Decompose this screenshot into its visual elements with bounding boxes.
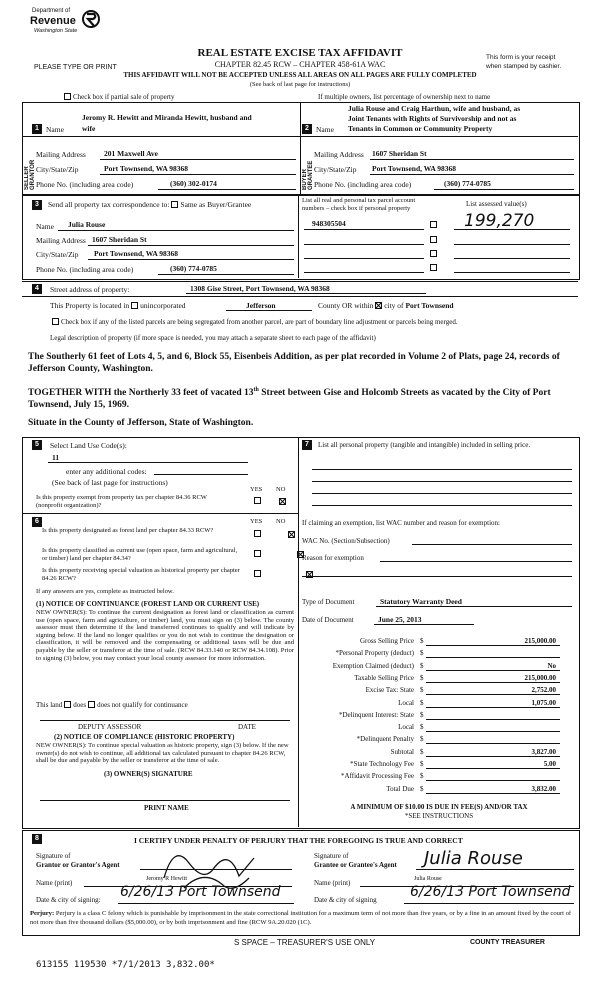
city-checkbox[interactable] (375, 302, 382, 309)
buyer-mail[interactable]: 1607 Sheridan St (372, 149, 427, 158)
unincorporated-checkbox[interactable] (131, 302, 138, 309)
deputy-assessor: DEPUTY ASSESSOR (78, 723, 142, 731)
certify-statement: I CERTIFY UNDER PENALTY OF PERJURY THAT THE FOREGOING IS TRUE AND CORRECT (134, 836, 463, 845)
grantee-print-name[interactable]: Julia Rouse (414, 876, 442, 882)
section-2-number: 2 (302, 124, 312, 134)
fee-row-value[interactable]: 1,075.00 (531, 698, 556, 707)
seller-mail[interactable]: 201 Maxwell Ave (104, 149, 159, 158)
deputy-date: DATE (238, 723, 256, 731)
fee-row-label: Local (398, 723, 414, 732)
s3-name[interactable]: Julia Rouse (68, 220, 106, 229)
print-name-label: PRINT NAME (144, 804, 189, 812)
exemption-label: If claiming an exemption, list WAC number and reason for exemption: (302, 519, 500, 527)
fee-row-currency: $ (420, 661, 424, 670)
fee-row-line (426, 793, 560, 794)
fee-row-label: *Personal Property (deduct) (335, 649, 414, 658)
parcel-number[interactable]: 948305504 (312, 219, 346, 228)
section-8-number: 8 (32, 834, 42, 844)
form-see-back: (See back of last page for instructions) (249, 81, 351, 88)
section-3-number: 3 (32, 200, 42, 210)
fee-row-currency: $ (420, 760, 424, 768)
fee-row-currency: $ (420, 649, 424, 658)
seller-phone[interactable]: (360) 302-0174 (170, 179, 217, 188)
fee-row-line (426, 756, 560, 757)
fee-row-line (426, 682, 560, 683)
fee-row-label: *Delinquent Penalty (356, 735, 414, 744)
notice1-title: (1) NOTICE OF CONTINUANCE (FOREST LAND OR CURRENT USE) (36, 600, 260, 608)
see-instructions: *SEE INSTRUCTIONS (404, 812, 474, 820)
exempt-no-checkbox[interactable] (279, 498, 286, 505)
section-1-number: 1 (32, 124, 42, 134)
buyer-city-label: City/State/Zip (314, 165, 357, 174)
grantee-sig-label-2: Grantee or Grantee's Agent (314, 861, 397, 869)
dor-logo (22, 6, 102, 40)
minimum-note: A MINIMUM OF $10.00 IS DUE IN FEE(S) AND/OR TAX (350, 803, 528, 811)
legal-label: Legal description of property (if more space is needed, you may attach a separate sheet to each page of the affidavit) (50, 334, 376, 342)
receipt-note-2: when stamped by cashier. (486, 63, 562, 70)
fee-row-label: Total Due (386, 784, 414, 793)
grantor-date-handwritten[interactable]: 6/26/13 Port Townsend (120, 884, 281, 900)
notice1-body: NEW OWNER(S): To continue the current designation as forest land or classification as current use (open space, farm and agriculture, or timber) land, you must sign on (3) below. The county assessor must then determine if the land transferred continues to qualify and will indicate by signing below. If the land no longer qualifies or you do not wish to continue the designation or classification, it will be removed and the compensating or additional taxes will be due and payable by the seller or transferor at the time of sale. (RCW 84.33.140 or RCW 84.34.108). Prior to signing (3) below, you may contact your local county assessor for more information. (36, 609, 294, 662)
does-not-checkbox[interactable] (88, 701, 95, 708)
fee-row-line (426, 707, 560, 708)
parcel-header-1: List all real and personal tax parcel account (302, 197, 416, 204)
seller-label: SELLER GRANTOR (24, 159, 36, 190)
fee-row-currency: $ (420, 772, 424, 781)
county-name[interactable]: Jefferson (246, 301, 276, 310)
seller-mail-label: Mailing Address (36, 150, 86, 159)
fee-row-label: Local (398, 698, 414, 707)
segregated: Check box if any of the listed parcels are being segregated from another parcel, are part of boundary line adjustment or parcels being merged. (50, 318, 458, 326)
buyer-name-label: Name (316, 125, 334, 134)
buyer-phone-label: Phone No. (including area code) (314, 180, 412, 189)
s5-no: NO (276, 486, 286, 493)
forest-yes-checkbox[interactable] (254, 530, 261, 537)
buyer-name-3: Tenants in Common or Community Property (348, 124, 493, 133)
doc-type[interactable]: Statutory Warranty Deed (380, 597, 462, 606)
fee-row-currency: $ (420, 784, 424, 793)
forest-no-checkbox[interactable] (288, 531, 295, 538)
doc-date-label: Date of Document (302, 616, 354, 624)
seller-city[interactable]: Port Townsend, WA 98368 (104, 164, 189, 173)
s3-mail[interactable]: 1607 Sheridan St (92, 235, 147, 244)
s3-phone[interactable]: (360) 774-0785 (170, 264, 217, 273)
s3-mail-label: Mailing Address (36, 236, 86, 245)
fee-row-label: *State Technology Fee (350, 760, 414, 768)
seller-phone-label: Phone No. (including area code) (36, 180, 134, 189)
fee-row-label: Subtotal (390, 747, 414, 756)
buyer-city[interactable]: Port Townsend, WA 98368 (372, 164, 457, 173)
s3-city-label: City/State/Zip (36, 250, 79, 259)
buyer-phone[interactable]: (360) 774-0785 (444, 179, 491, 188)
fee-row-value[interactable]: 215,000.00 (524, 673, 556, 682)
assessed-header: List assessed value(s) (466, 200, 527, 208)
buyer-name-1: Julia Rouse and Craig Harthun, wife and husband, as (348, 104, 521, 113)
fee-row-value[interactable]: 3,827.00 (531, 747, 556, 756)
exempt-question: Is this property exempt from property tax per chapter 84.36 RCW (nonprofit organization)? (36, 494, 207, 509)
grantee-print-label: Name (print) (314, 879, 351, 887)
fee-row-currency: $ (420, 723, 424, 732)
county-treasurer: COUNTY TREASURER (470, 939, 545, 946)
fee-row-currency: $ (420, 673, 424, 682)
fee-row-currency: $ (420, 710, 424, 719)
s3-city[interactable]: Port Townsend, WA 98368 (94, 249, 179, 258)
fee-row-line (426, 768, 560, 769)
fee-row-line (426, 719, 560, 720)
fee-row-label: Excise Tax: State (365, 686, 414, 695)
seller-name-label: Name (46, 125, 64, 134)
fee-row-currency: $ (420, 637, 424, 645)
fee-row-label: *Affidavit Processing Fee (341, 772, 414, 781)
street-label: Street address of property: (50, 285, 130, 294)
multiple-owners: If multiple owners, list percentage of ownership next to name (318, 93, 491, 101)
receipt-note-1: This form is your receipt (486, 54, 556, 61)
historic-yes-checkbox[interactable] (254, 570, 261, 577)
fee-row-value[interactable]: 5.00 (543, 760, 556, 768)
partial-sale-checkbox[interactable] (64, 93, 71, 100)
fee-row-value[interactable]: 3,832.00 (531, 784, 556, 793)
fee-row-currency: $ (420, 735, 424, 744)
fee-row-line (426, 657, 560, 658)
fee-row-line (426, 694, 560, 695)
seller-name-2: wife (82, 124, 96, 133)
section-7-number: 7 (302, 440, 312, 450)
within-city: County OR within city of Port Townsend (318, 301, 454, 310)
fee-row-label: Taxable Selling Price (354, 673, 414, 682)
s6-yes: YES (250, 518, 263, 525)
logo-mark-icon (82, 8, 100, 30)
fee-row-currency: $ (420, 686, 424, 695)
legal-desc-3: Situate in the County of Jefferson, State of Washington. (28, 418, 254, 428)
notice2-body: NEW OWNER(S): To continue special valuation as historic property, sign (3) below. If the new owner(s) do not wish to continue, all additional tax calculated pursuant to chapter 84.26 RCW, shall be due and payable by the seller or transferor at the time of sale. (36, 742, 289, 765)
send-correspondence: Send all property tax correspondence to: Same as Buyer/Grantee (48, 200, 252, 209)
assessed-value-handwritten[interactable]: 199,270 (464, 211, 535, 231)
parcel-personal-checkbox-2[interactable] (430, 236, 437, 243)
q-historic: Is this property receiving special valuation as historical property per chapter 84.26 RCW? (42, 567, 240, 582)
s3-name-label: Name (36, 222, 54, 231)
section-6-number: 6 (32, 517, 42, 527)
if-yes-note: If any answers are yes, complete as instructed below. (36, 588, 174, 595)
land-use-code[interactable]: 11 (52, 453, 60, 462)
s5-see-back: (See back of last page for instructions) (52, 478, 168, 487)
fee-row-line (426, 780, 560, 781)
legal-desc-2: TOGETHER WITH the Northerly 33 feet of vacated 13th Street between Gise and Holcomb Streets as vacated by the City of Port Townsend, July 15, 1969. (28, 387, 551, 411)
street-address[interactable]: 1308 Gise Street, Port Townsend, WA 98368 (190, 284, 330, 293)
current-use-yes-checkbox[interactable] (254, 550, 261, 557)
perjury-statement: Perjury: Perjury is a class C felony which is punishable by imprisonment in the state correctional institution for a maximum term of not more than five years, or by a fine in an amount fixed by the court of not more than five thousand dollars ($5,000.00), or by both imprisonment and fine (RCW 9A.20.020 (1C). (30, 910, 572, 926)
form-title: REAL ESTATE EXCISE TAX AFFIDAVIT (197, 47, 403, 59)
please-type: PLEASE TYPE OR PRINT (34, 64, 117, 71)
exempt-yes-checkbox[interactable] (254, 497, 261, 504)
section-5-number: 5 (32, 440, 42, 450)
q-current-use: Is this property classified as current use (open space, farm and agricultural, or timber) land per chapter 84.34? (42, 547, 238, 562)
wac-label: WAC No. (Section/Subsection) (302, 537, 390, 545)
fee-row-currency: $ (420, 747, 424, 756)
grantor-sig-label-1: Signature of (36, 852, 71, 860)
logo-dept: Department of (32, 8, 71, 14)
s3-phone-label: Phone No. (including area code) (36, 265, 134, 274)
doc-type-label: Type of Document (302, 598, 355, 606)
fee-row-label: *Delinquent Interest: State (338, 710, 414, 719)
personal-property-label: List all personal property (tangible and intangible) included in selling price. (318, 441, 531, 449)
fee-row-value[interactable]: 2,752.00 (531, 686, 556, 695)
q-forest: Is this property designated as forest land per chapter 84.33 RCW? (42, 527, 214, 534)
grantee-date-label: Date & city of signing (314, 896, 377, 904)
fee-row-line (426, 731, 560, 732)
buyer-mail-label: Mailing Address (314, 150, 364, 159)
grantee-date-handwritten[interactable]: 6/26/13 Port Townsend (410, 884, 571, 900)
same-as-buyer-checkbox[interactable] (171, 201, 178, 208)
grantor-print-label: Name (print) (36, 879, 73, 887)
seller-city-label: City/State/Zip (36, 165, 79, 174)
reason-label: Reason for exemption (302, 554, 364, 562)
fee-row-line (426, 645, 560, 646)
s5-yes: YES (250, 486, 263, 493)
this-land: This land does does not qualify for continuance (36, 701, 188, 709)
legal-desc-1: The Southerly 61 feet of Lots 4, 5, and 6, Block 55, Eisenbeis Addition, as per plat recorded in Volume 2 of Plats, page 24, records of Jefferson County, Washington. (28, 352, 560, 374)
grantor-print-name[interactable]: Jeromy R Hewitt (146, 876, 187, 882)
located-in: This Property is located in unincorporated (50, 301, 186, 310)
parcel-personal-checkbox-3[interactable] (430, 250, 437, 257)
doc-date[interactable]: June 25, 2013 (378, 615, 422, 624)
fee-row-currency: $ (420, 698, 424, 707)
owner-signature-label: (3) OWNER(S) SIGNATURE (104, 770, 193, 778)
form-chapter: CHAPTER 82.45 RCW – CHAPTER 458-61A WAC (214, 60, 386, 69)
logo-state: Washington State (34, 28, 78, 34)
grantee-sig-label-1: Signature of (314, 852, 349, 860)
section-4-number: 4 (32, 284, 42, 294)
parcel-personal-checkbox-1[interactable] (430, 221, 437, 228)
treasurer-space: S SPACE – TREASURER'S USE ONLY (234, 938, 376, 947)
logo-name: Revenue (30, 15, 76, 27)
does-checkbox[interactable] (64, 701, 71, 708)
additional-codes: enter any additional codes: (66, 467, 147, 476)
grantor-date-label: Date & city of signing: (36, 896, 101, 904)
buyer-label: BUYER GRANTEE (302, 160, 314, 190)
segregated-checkbox[interactable] (52, 318, 59, 325)
parcel-header-2: numbers – check box if personal property (302, 205, 411, 212)
fee-row-value[interactable]: No (547, 661, 556, 670)
fee-row-line (426, 670, 560, 671)
partial-sale: Check box if partial sale of property (62, 93, 174, 101)
buyer-name-2: Joint Tenants with Rights of Survivorship and not as (348, 114, 517, 123)
parcel-personal-checkbox-4[interactable] (430, 264, 437, 271)
notice2-title: (2) NOTICE OF COMPLIANCE (HISTORIC PROPERTY) (54, 733, 235, 741)
fee-row-label: Exemption Claimed (deduct) (332, 661, 414, 670)
form-warning: THIS AFFIDAVIT WILL NOT BE ACCEPTED UNLESS ALL AREAS ON ALL PAGES ARE FULLY COMPLETED (123, 71, 477, 79)
s6-no: NO (276, 518, 286, 525)
grantor-sig-label-2: Grantor or Grantor's Agent (36, 861, 120, 869)
land-use-label: Select Land Use Code(s): (50, 441, 127, 450)
seller-name-1: Jeromy R. Hewitt and Miranda Hewitt, husband and (82, 113, 252, 122)
fee-row-value[interactable]: 215,000.00 (524, 637, 556, 645)
treasurer-stamp: 613155 119530 *7/1/2013 3,832.00* (36, 960, 215, 970)
fee-row-line (426, 743, 560, 744)
fee-row-label: Gross Selling Price (359, 637, 414, 645)
grantee-signature[interactable]: Julia Rouse (424, 848, 523, 869)
